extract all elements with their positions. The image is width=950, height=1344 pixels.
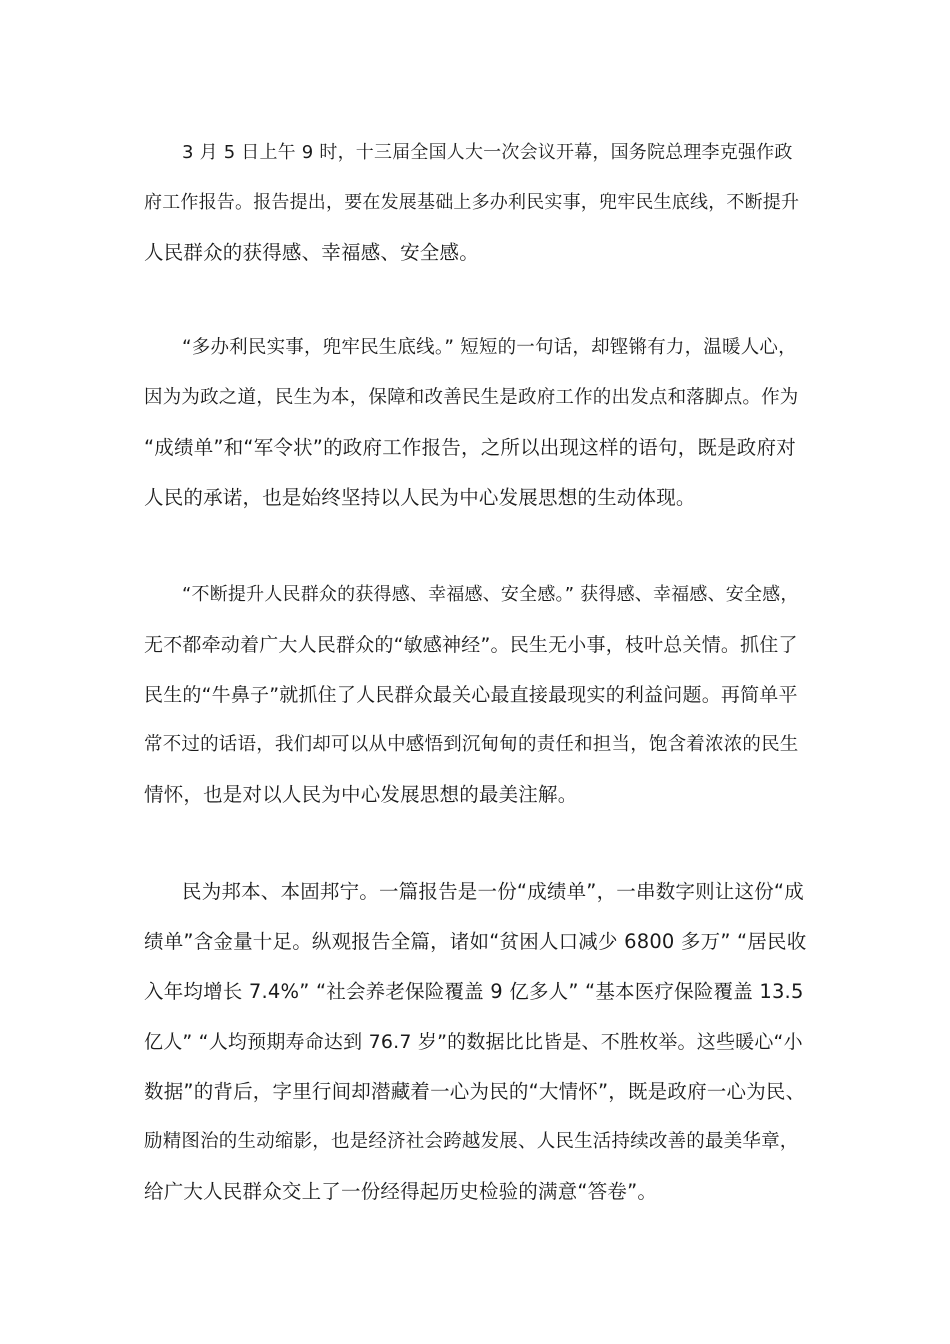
paragraph-line: 入年均增长 7.4%” “社会养老保险覆盖 9 亿多人” “基本医疗保险覆盖 13.5 xyxy=(144,980,804,1003)
paragraph-line: 民为邦本、本固邦宁。一篇报告是一份“成绩单”，一串数字则让这份“成 xyxy=(182,880,804,903)
paragraph-line: 亿人” “人均预期寿命达到 76.7 岁”的数据比比皆是、不胜枚举。这些暖心“小 xyxy=(144,1031,803,1053)
paragraph-line: 数据”的背后，字里行间却潜藏着一心为民的“大情怀”，既是政府一心为民、 xyxy=(144,1080,806,1103)
paragraph-line: 人民群众的获得感、幸福感、安全感。 xyxy=(144,241,479,264)
paragraph-line: “成绩单”和“军令状”的政府工作报告，之所以出现这样的语句，既是政府对 xyxy=(144,436,796,459)
paragraph-line: “不断提升人民群众的获得感、幸福感、安全感。” 获得感、幸福感、安全感， xyxy=(182,584,799,605)
paragraph-line: 情怀，也是对以人民为中心发展思想的最美注解。 xyxy=(144,783,578,806)
paragraph-line: 常不过的话语，我们却可以从中感悟到沉甸甸的责任和担当，饱含着浓浓的民生 xyxy=(144,734,799,755)
paragraph-line: 无不都牵动着广大人民群众的“敏感神经”。民生无小事，枝叶总关情。抓住了 xyxy=(144,634,798,656)
paragraph-line: “多办利民实事，兜牢民生底线。” 短短的一句话，却铿锵有力，温暖人心， xyxy=(182,337,797,358)
paragraph-line: 给广大人民群众交上了一份经得起历史检验的满意“答卷”。 xyxy=(144,1180,658,1203)
paragraph-line: 3 月 5 日上午 9 时，十三届全国人大一次会议开幕，国务院总理李克强作政 xyxy=(182,142,793,163)
paragraph-line: 人民的承诺，也是始终坚持以人民为中心发展思想的生动体现。 xyxy=(144,486,696,509)
paragraph-line: 民生的“牛鼻子”就抓住了人民群众最关心最直接最现实的利益问题。再简单平 xyxy=(144,684,798,706)
paragraph-line: 绩单”含金量十足。纵观报告全篇，诸如“贫困人口减少 6800 多万” “居民收 xyxy=(144,930,807,953)
paragraph-line: 励精图治的生动缩影，也是经济社会跨越发展、人民生活持续改善的最美华章， xyxy=(144,1131,799,1152)
paragraph-line: 因为为政之道，民生为本，保障和改善民生是政府工作的出发点和落脚点。作为 xyxy=(144,387,799,408)
paragraph-line: 府工作报告。报告提出，要在发展基础上多办利民实事，兜牢民生底线，不断提升 xyxy=(144,192,800,213)
